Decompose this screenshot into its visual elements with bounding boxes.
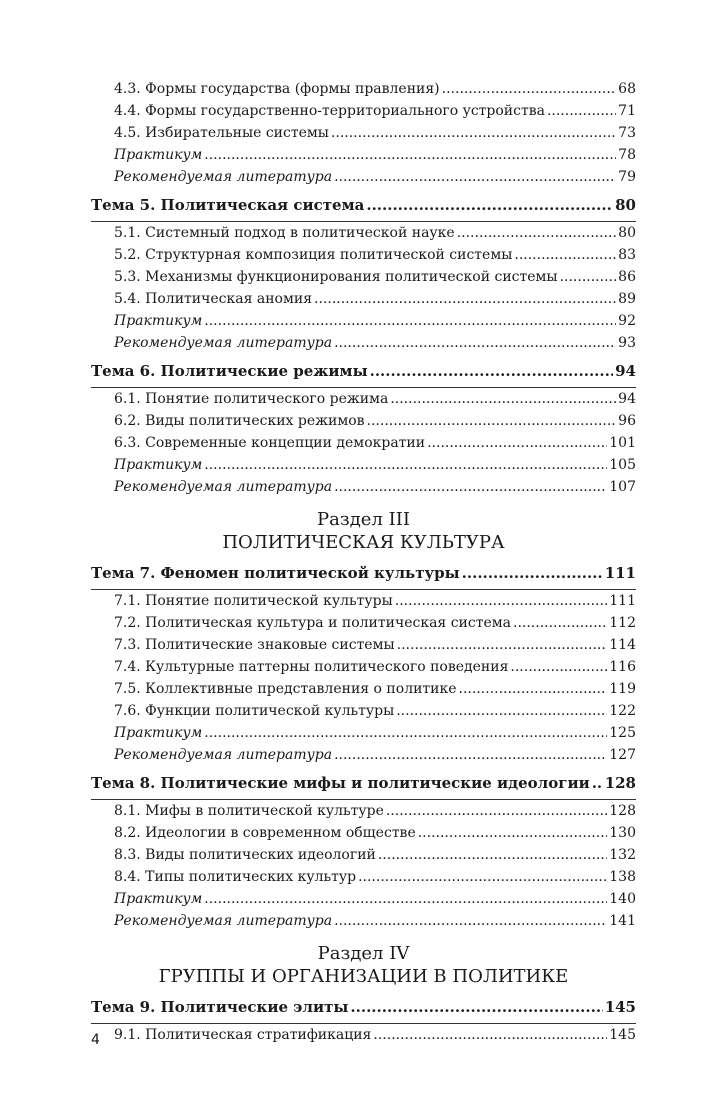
dot-leader xyxy=(547,100,616,122)
toc-aux-entry xyxy=(91,910,636,932)
toc-page-number: 86 xyxy=(618,269,636,285)
toc-entry-title: 5.3. Механизмы функционирования политической системы xyxy=(114,269,558,285)
toc-page-number: 132 xyxy=(609,847,636,863)
toc-page-number: 80 xyxy=(618,225,636,241)
toc-page-number: 78 xyxy=(618,147,636,163)
dot-leader xyxy=(397,634,608,656)
toc-page-number: 128 xyxy=(604,774,636,792)
toc-page-number: 107 xyxy=(609,479,636,495)
dot-leader xyxy=(204,454,607,476)
dot-leader xyxy=(390,388,616,410)
toc-entry-title: Тема 9. Политические элиты xyxy=(91,998,349,1016)
dot-leader xyxy=(314,288,616,310)
toc-entry-title: Практикум xyxy=(114,891,203,907)
dot-leader xyxy=(513,612,607,634)
toc-page-number: 80 xyxy=(615,196,636,214)
toc-entry-title: 6.1. Понятие политического режима xyxy=(114,391,389,407)
toc-page-number: 145 xyxy=(604,998,636,1016)
dot-leader xyxy=(204,888,607,910)
toc-entry-title: 7.3. Политические знаковые системы xyxy=(114,637,395,653)
toc-page-number: 140 xyxy=(609,891,636,907)
toc-page-number: 93 xyxy=(618,335,636,351)
toc-topic xyxy=(91,770,636,796)
dot-leader xyxy=(331,122,616,144)
toc-entry xyxy=(91,222,636,244)
toc-aux-entry xyxy=(91,476,636,498)
dot-leader xyxy=(510,656,607,678)
dot-leader xyxy=(204,144,616,166)
toc-entry xyxy=(91,700,636,722)
toc-page-number: 130 xyxy=(609,825,636,841)
dot-leader xyxy=(560,266,617,288)
dot-leader xyxy=(350,994,602,1020)
toc-aux-entry xyxy=(91,454,636,476)
toc-entry xyxy=(91,288,636,310)
toc-entry-title: 8.3. Виды политических идеологий xyxy=(114,847,376,863)
toc-page-number: 114 xyxy=(609,637,636,653)
dot-leader xyxy=(366,192,613,218)
dot-leader xyxy=(204,310,616,332)
toc-page-number: 94 xyxy=(618,391,636,407)
toc-entry xyxy=(91,656,636,678)
dot-leader xyxy=(334,332,616,354)
dot-leader xyxy=(442,78,617,100)
section-title: ПОЛИТИЧЕСКАЯ КУЛЬТУРА xyxy=(222,532,505,553)
dot-leader xyxy=(457,222,616,244)
toc-entry xyxy=(91,822,636,844)
toc-aux-entry xyxy=(91,332,636,354)
dot-leader xyxy=(334,910,607,932)
toc-page-number: 119 xyxy=(609,681,636,697)
toc-page-number: 138 xyxy=(609,869,636,885)
toc-entry-title: 7.2. Политическая культура и политическая система xyxy=(114,615,511,631)
toc-entry-title: Рекомендуемая литература xyxy=(114,913,333,929)
toc-entry-title: 6.2. Виды политических режимов xyxy=(114,413,365,429)
dot-leader xyxy=(334,744,607,766)
toc-page-number: 125 xyxy=(609,725,636,741)
toc-topic xyxy=(91,560,636,586)
section-label: Раздел IV xyxy=(317,943,410,964)
toc-entry xyxy=(91,432,636,454)
toc-entry-title: 8.1. Мифы в политической культуре xyxy=(114,803,384,819)
dot-leader xyxy=(358,866,607,888)
dot-leader xyxy=(418,822,608,844)
toc-entry-title: Практикум xyxy=(114,313,203,329)
toc-entry xyxy=(91,122,636,144)
toc-entry-title: 7.4. Культурные паттерны политического поведения xyxy=(114,659,509,675)
dot-leader xyxy=(395,590,607,612)
toc-topic xyxy=(91,192,636,218)
toc-page-number: 101 xyxy=(609,435,636,451)
toc-entry xyxy=(91,590,636,612)
toc-topic xyxy=(91,994,636,1020)
toc-aux-entry xyxy=(91,744,636,766)
dot-leader xyxy=(367,410,617,432)
dot-leader xyxy=(514,244,616,266)
toc-aux-entry xyxy=(91,144,636,166)
toc-entry-title: 4.4. Формы государственно-территориального устройства xyxy=(114,103,545,119)
dot-leader xyxy=(334,166,616,188)
toc-entry-title: Рекомендуемая литература xyxy=(114,479,333,495)
toc-entry xyxy=(91,244,636,266)
section-label: Раздел III xyxy=(317,509,410,530)
toc-entry-title: 6.3. Современные концепции демократии xyxy=(114,435,426,451)
toc-page-number: 112 xyxy=(609,615,636,631)
toc-page-number: 94 xyxy=(615,362,636,380)
toc-entry-title: 5.2. Структурная композиция политической системы xyxy=(114,247,513,263)
toc-entry xyxy=(91,1024,636,1046)
toc-page-number: 68 xyxy=(618,81,636,97)
toc-entry xyxy=(91,800,636,822)
dot-leader xyxy=(427,432,607,454)
toc-entry-title: 8.2. Идеологии в современном обществе xyxy=(114,825,416,841)
toc-page-number: 127 xyxy=(609,747,636,763)
toc-entry xyxy=(91,634,636,656)
toc-page-number: 89 xyxy=(618,291,636,307)
toc-entry-title: Тема 7. Феномен политической культуры xyxy=(91,564,460,582)
toc-page-number: 105 xyxy=(609,457,636,473)
dot-leader xyxy=(592,770,603,796)
section-heading xyxy=(91,932,636,994)
toc-page-number: 83 xyxy=(618,247,636,263)
table-of-contents xyxy=(91,78,636,1046)
toc-entry xyxy=(91,844,636,866)
toc-aux-entry xyxy=(91,310,636,332)
toc-page-number: 145 xyxy=(609,1027,636,1043)
toc-entry-title: Практикум xyxy=(114,725,203,741)
toc-entry-title: Рекомендуемая литература xyxy=(114,335,333,351)
toc-entry-title: 4.3. Формы государства (формы правления) xyxy=(114,81,440,97)
toc-entry xyxy=(91,866,636,888)
toc-entry-title: 7.6. Функции политической культуры xyxy=(114,703,395,719)
toc-entry-title: 7.1. Понятие политической культуры xyxy=(114,593,393,609)
toc-entry-title: 4.5. Избирательные системы xyxy=(114,125,329,141)
toc-page-number: 128 xyxy=(609,803,636,819)
dot-leader xyxy=(386,800,607,822)
dot-leader xyxy=(370,358,614,384)
dot-leader xyxy=(204,722,607,744)
toc-entry xyxy=(91,100,636,122)
toc-page-number: 111 xyxy=(609,593,636,609)
toc-entry-title: 5.4. Политическая аномия xyxy=(114,291,313,307)
toc-entry xyxy=(91,388,636,410)
toc-aux-entry xyxy=(91,166,636,188)
toc-page-number: 73 xyxy=(618,125,636,141)
toc-entry-title: Рекомендуемая литература xyxy=(114,747,333,763)
toc-page-number: 116 xyxy=(609,659,636,675)
dot-leader xyxy=(334,476,607,498)
dot-leader xyxy=(373,1024,607,1046)
section-heading xyxy=(91,498,636,560)
toc-entry xyxy=(91,612,636,634)
toc-page-number: 122 xyxy=(609,703,636,719)
toc-entry xyxy=(91,266,636,288)
toc-entry-title: 8.4. Типы политических культур xyxy=(114,869,357,885)
toc-topic xyxy=(91,358,636,384)
page-number: 4 xyxy=(91,1032,100,1048)
toc-entry-title: Тема 5. Политическая система xyxy=(91,196,365,214)
toc-entry-title: 7.5. Коллективные представления о политике xyxy=(114,681,457,697)
toc-entry-title: Практикум xyxy=(114,147,203,163)
toc-entry-title: Тема 8. Политические мифы и политические идеологии xyxy=(91,774,590,792)
toc-page-number: 111 xyxy=(604,564,636,582)
toc-entry-title: Тема 6. Политические режимы xyxy=(91,362,368,380)
toc-entry xyxy=(91,410,636,432)
toc-page-number: 71 xyxy=(618,103,636,119)
toc-entry-title: Рекомендуемая литература xyxy=(114,169,333,185)
dot-leader xyxy=(459,678,608,700)
toc-page-number: 96 xyxy=(618,413,636,429)
dot-leader xyxy=(396,700,607,722)
toc-aux-entry xyxy=(91,722,636,744)
toc-page-number: 92 xyxy=(618,313,636,329)
toc-aux-entry xyxy=(91,888,636,910)
toc-entry-title: 9.1. Политическая стратификация xyxy=(114,1027,372,1043)
toc-page-number: 79 xyxy=(618,169,636,185)
toc-entry-title: Практикум xyxy=(114,457,203,473)
toc-entry xyxy=(91,678,636,700)
dot-leader xyxy=(462,560,603,586)
toc-entry-title: 5.1. Системный подход в политической науке xyxy=(114,225,455,241)
toc-page-number: 141 xyxy=(609,913,636,929)
dot-leader xyxy=(378,844,607,866)
toc-entry xyxy=(91,78,636,100)
section-title: ГРУППЫ И ОРГАНИЗАЦИИ В ПОЛИТИКЕ xyxy=(158,966,569,987)
